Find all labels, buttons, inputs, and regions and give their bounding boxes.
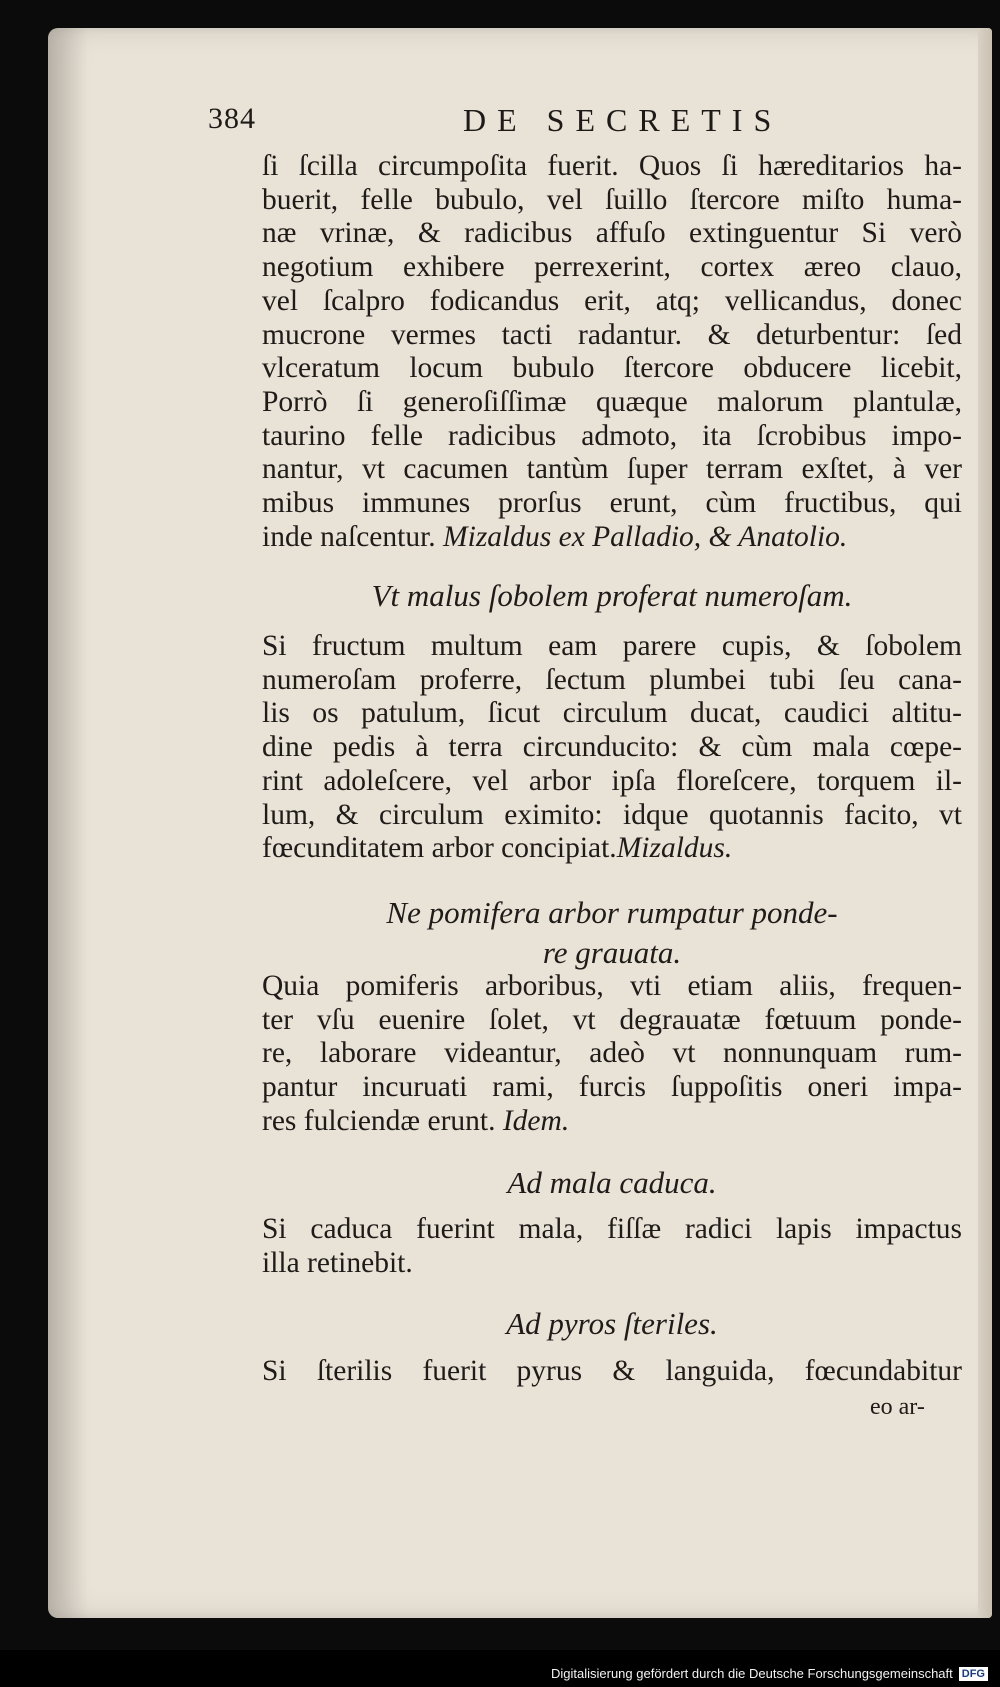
text-line: dine pedis à terra circunducito: & cùm mala cœpe- <box>262 731 962 764</box>
text-line: Quia pomiferis arboribus, vti etiam aliis, frequen- <box>262 970 962 1002</box>
citation: Mizaldus. <box>616 832 733 865</box>
section-heading-3: Ad mala caduca. <box>507 1165 717 1200</box>
text-line: Si caduca fuerint mala, fiſſæ radici lapis impactus <box>262 1213 962 1245</box>
page-edge <box>978 28 992 1618</box>
text-line-last: illa retinebit. <box>262 1246 413 1279</box>
page-header <box>208 102 808 146</box>
text-line: mibus immunes prorſus erunt, cùm fructibus, qui <box>262 487 962 520</box>
text-line-last <box>262 1105 962 1139</box>
heading-line: re grauata. <box>542 935 682 970</box>
section-heading-2 <box>262 893 962 973</box>
section-heading-4: Ad pyros ſteriles. <box>506 1306 718 1341</box>
page-number: 384 <box>208 102 256 135</box>
paragraph-4 <box>262 1213 962 1280</box>
paragraph-3 <box>262 970 962 1139</box>
text-line: næ vrinæ, & radicibus affuſo extinguentur Si verò <box>262 217 962 250</box>
catchword: eo ar- <box>870 1394 925 1420</box>
citation: Idem. <box>502 1104 570 1137</box>
text-line: vlceratum locum bubulo ſtercore obducere licebit, <box>262 352 962 385</box>
text-line: lum, & circulum eximito: idque quotannis facito, vt <box>262 798 962 831</box>
footer-text: Digitalisierung gefördert durch die Deutsche Forschungsgemeinschaft <box>550 1666 953 1681</box>
text-line: taurino felle radicibus admoto, ita ſcrobibus impo- <box>262 419 962 452</box>
text-line: numeroſam proferre, ſectum plumbei tubi ſeu cana- <box>262 663 962 696</box>
text-line: mucrone vermes tacti radantur. & deturbentur: ſed <box>262 318 962 351</box>
text-line: re, laborare videantur, adeò vt nonnunquam rum- <box>262 1037 962 1070</box>
text-fragment: fœcunditatem arbor concipiat. <box>262 832 617 865</box>
heading-line: Ne pomifera arbor rumpatur ponde- <box>386 895 838 930</box>
text-line-last <box>262 832 962 866</box>
paragraph-5 <box>262 1355 962 1389</box>
text-line: Porrò ſi generoſiſſimæ quæque malorum plantulæ, <box>262 385 962 418</box>
citation: Mizaldus ex Palladio, & Anatolio. <box>443 520 848 553</box>
text-fragment: inde naſcentur. <box>262 520 436 553</box>
running-head: DE SECRETIS <box>463 102 783 138</box>
section-heading-1: Vt malus ſobolem proferat numeroſam. <box>371 578 853 613</box>
dfg-logo-icon: DFG <box>959 1667 988 1681</box>
text-line: rint adoleſcere, vel arbor ipſa floreſcere, torquem il- <box>262 764 962 797</box>
text-line: nantur, vt cacumen tantùm ſuper terram exſtet, à ver <box>262 453 962 486</box>
text-line: ter vſu euenire ſolet, vt degrauatæ fœtuum ponde- <box>262 1003 962 1036</box>
spine-shadow <box>48 28 88 1618</box>
text-line: negotium exhibere perrexerint, cortex æreo clauo, <box>262 251 962 284</box>
text-line-last <box>262 521 962 555</box>
paragraph-1 <box>262 150 962 554</box>
text-line: vel ſcalpro fodicandus erit, atq; vellicandus, donec <box>262 284 962 317</box>
text-line: Si ſterilis fuerit pyrus & languida, fœcundabitur <box>262 1355 962 1387</box>
text-line: lis os patulum, ſicut circulum ducat, caudici altitu- <box>262 697 962 730</box>
text-line: buerit, felle bubulo, vel ſuillo ſtercore miſto huma- <box>262 183 962 216</box>
text-fragment: res fulciendæ erunt. <box>262 1104 496 1137</box>
footer-credit <box>551 1666 988 1681</box>
text-line: ſi ſcilla circumpoſita fuerit. Quos ſi hæreditarios ha- <box>262 150 962 182</box>
text-line: Si fructum multum eam parere cupis, & ſobolem <box>262 630 962 662</box>
text-line: pantur incuruati rami, furcis ſuppoſitis oneri impa- <box>262 1071 962 1104</box>
paragraph-2 <box>262 630 962 866</box>
